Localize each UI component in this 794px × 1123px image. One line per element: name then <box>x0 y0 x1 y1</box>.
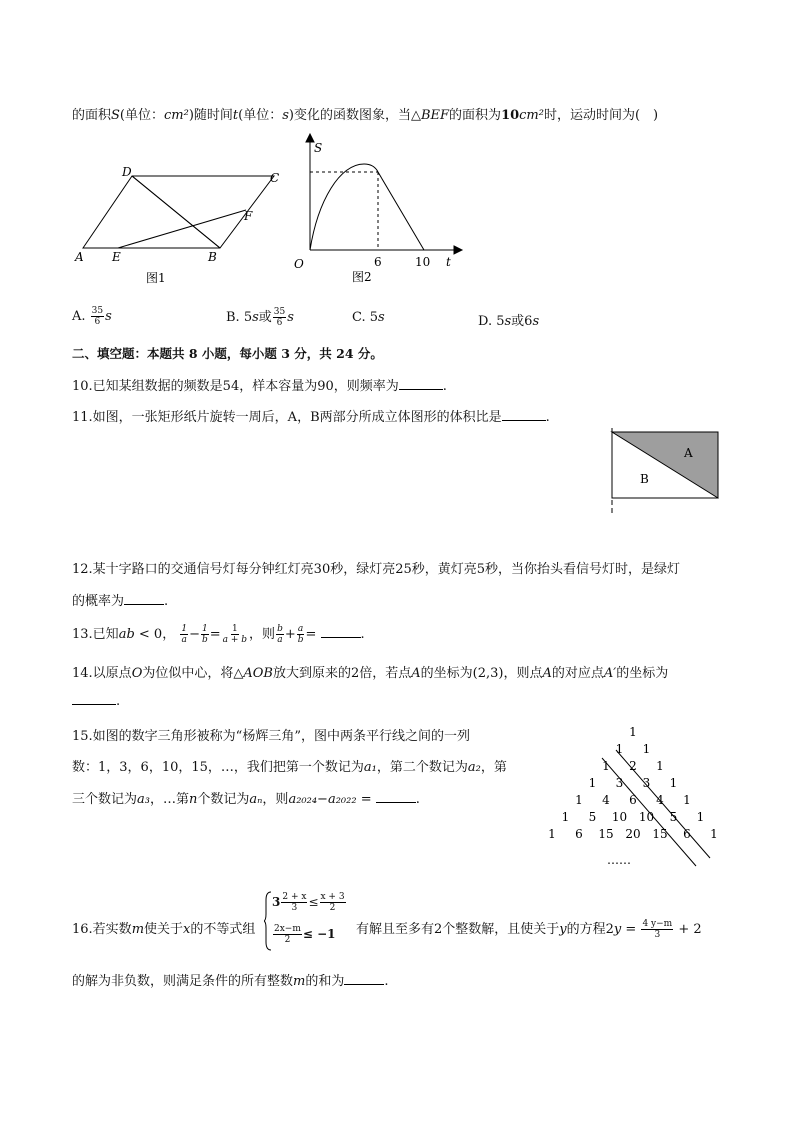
q16-inequality-2: $\frac{2x-m}{2}$ ≤ −1 <box>274 924 336 945</box>
fig2-tick-6: 6 <box>374 255 382 269</box>
pascal-number: 20 <box>625 827 641 841</box>
fig1-label-E: E <box>112 250 121 264</box>
pascal-number: 5 <box>669 810 678 824</box>
fig1-caption: 图1 <box>146 271 166 285</box>
q9-option-a: A. $\frac{35}{6}$ s <box>72 306 112 327</box>
pascal-number: 1 <box>588 776 597 790</box>
pascal-number: 2 <box>629 759 637 773</box>
question-13: 13.已知ab < 0， $\frac{1}{a}$ − $\frac{1}{b}$ = $\frac{1}{a + b}$ ，则 $\frac{b}{a}$ + $\frac{a}{b}$ = . <box>72 624 365 645</box>
q14-answer-blank[interactable] <box>72 692 116 705</box>
q9-option-b: B. 5s或 $\frac{35}{6}$ s <box>226 307 294 328</box>
section-heading-fill-in: 二、填空题：本题共 8 小题，每小题 3 分，共 24 分。 <box>72 346 383 361</box>
pascal-number: 4 <box>602 793 610 807</box>
pascal-number: 6 <box>575 827 583 841</box>
pascal-number: 1 <box>656 759 664 773</box>
q16-inequality-1: 3 $\frac{2 + x}{3}$ ≤ $\frac{x + 3}{2}$ <box>272 892 345 913</box>
pascal-number: 1 <box>710 827 718 841</box>
q10-answer-blank[interactable] <box>399 377 443 390</box>
fig1-label-F: F <box>244 209 253 223</box>
pascal-number: 15 <box>652 827 668 841</box>
pascal-number: 4 <box>656 793 664 807</box>
brace-icon <box>264 890 272 952</box>
fig2-axis-t: t <box>446 255 451 269</box>
pascal-ellipsis: …… <box>607 853 631 867</box>
pascal-number: 1 <box>575 793 583 807</box>
q9-option-d: D. 5s或6s <box>478 314 540 329</box>
q9-stem: 的面积S(单位：cm²)随时间t(单位：s)变化的函数图象，当△BEF的面积为10cm²时，运动时间为( ) <box>72 108 659 123</box>
q13-answer-blank[interactable] <box>321 625 361 638</box>
question-16-line2: 的解为非负数，则满足条件的所有整数m的和为 . <box>72 974 389 989</box>
q16-inequality-system <box>264 890 354 952</box>
pascal-number: 1 <box>561 810 570 824</box>
fig1-label-B: B <box>208 250 217 264</box>
q9-option-c: C. 5s <box>352 310 385 325</box>
figure-1-parallelogram <box>70 160 290 290</box>
question-16-prefix: 16.若实数m使关于x的不等式组 <box>72 922 256 937</box>
q11-region-b: B <box>640 472 649 486</box>
question-15-line1: 15.如图的数字三角形被称为“杨辉三角”，图中两条平行线之间的一列 <box>72 729 470 744</box>
question-15-line3: 三个数记为a₃，…第n个数记为aₙ，则a₂₀₂₄−a₂₀₂₂ = . <box>72 792 420 807</box>
pascal-number: 1 <box>615 742 624 756</box>
q11-region-a: A <box>684 446 693 460</box>
pascal-number: 10 <box>611 810 628 824</box>
question-12-line2: 的概率为 . <box>72 594 169 609</box>
pascal-number: 3 <box>642 776 651 790</box>
pascal-number: 1 <box>602 759 610 773</box>
fig2-tick-10: 10 <box>415 255 431 269</box>
q11-answer-blank[interactable] <box>502 408 546 421</box>
question-11: 11.如图，一张矩形纸片旋转一周后，A，B两部分所成立体图形的体积比是 . <box>72 410 550 425</box>
pascal-number: 6 <box>629 793 637 807</box>
fig2-origin-O: O <box>294 257 304 271</box>
pascal-number: 15 <box>598 827 614 841</box>
fig2-caption: 图2 <box>352 270 372 284</box>
pascal-number: 6 <box>683 827 691 841</box>
fig1-label-C: C <box>270 171 280 185</box>
pascal-number: 3 <box>615 776 624 790</box>
pascal-number: 1 <box>669 776 678 790</box>
pascal-number: 1 <box>683 793 691 807</box>
q11-rectangle-figure <box>604 428 724 520</box>
q12-answer-blank[interactable] <box>124 592 164 605</box>
fig1-label-A: A <box>75 250 84 264</box>
pascal-number: 1 <box>548 827 556 841</box>
fig1-label-D: D <box>122 165 132 179</box>
q16-answer-blank[interactable] <box>344 972 384 985</box>
figure-2-graph <box>280 130 470 290</box>
q15-answer-blank[interactable] <box>376 790 416 803</box>
question-10: 10.已知某组数据的频数是54，样本容量为90，则频率为 . <box>72 379 447 394</box>
question-15-line2: 数：1，3，6，10，15，…，我们把第一个数记为a₁，第二个数记为a₂，第 <box>72 760 507 775</box>
pascal-number: 1 <box>642 742 651 756</box>
pascal-number: 1 <box>696 810 705 824</box>
pascal-triangle-figure <box>538 720 738 870</box>
question-16-suffix: 有解且至多有2个整数解，且使关于y的方程2y = $\frac{4 y-m}{3}$ + 2 <box>356 919 702 940</box>
pascal-number: 1 <box>629 725 637 739</box>
question-12-line1: 12.某十字路口的交通信号灯每分钟红灯亮30秒，绿灯亮25秒，黄灯亮5秒，当你抬头看信号灯时，是绿灯 <box>72 562 681 577</box>
question-14-line1: 14.以原点O为位似中心，将△AOB放大到原来的2倍，若点A的坐标为(2,3)，则点A的对应点A′的坐标为 <box>72 666 669 681</box>
pascal-number: 5 <box>588 810 597 824</box>
question-14-line2: . <box>72 692 120 709</box>
pascal-number: 10 <box>638 810 655 824</box>
fig2-axis-S: S <box>314 141 323 155</box>
